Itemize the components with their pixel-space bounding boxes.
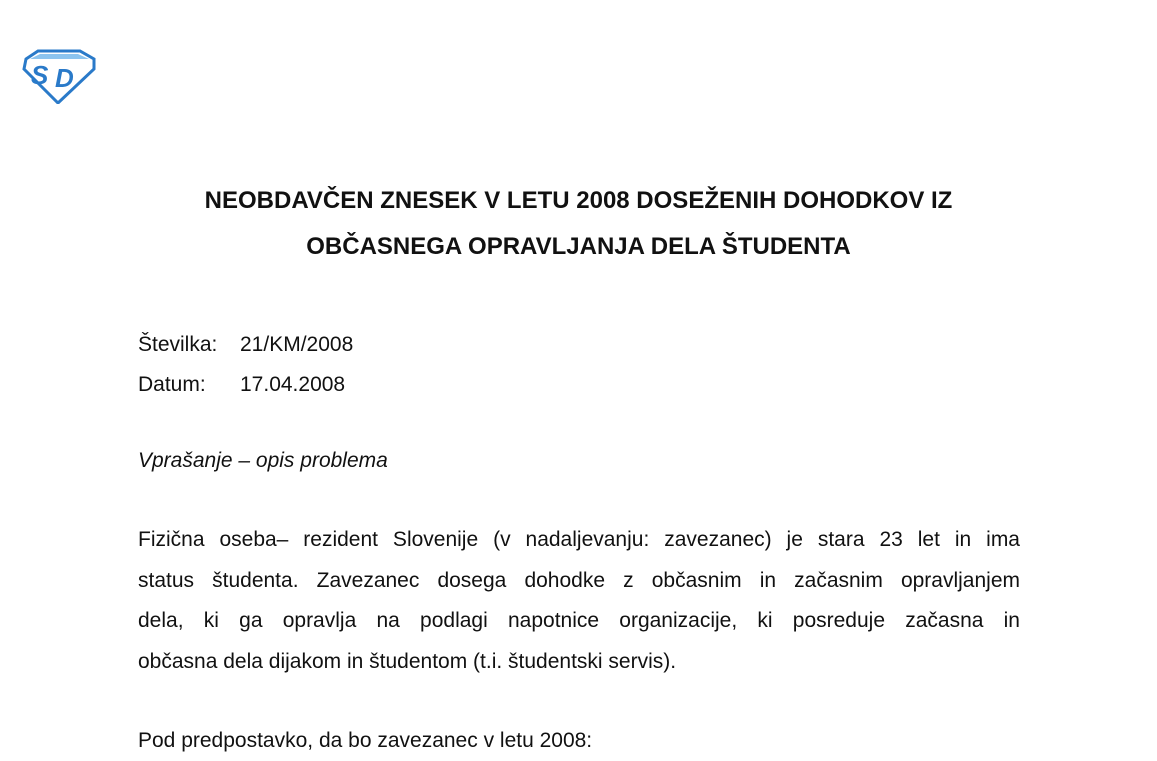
number-label: Številka: [138,333,218,356]
date-label: Datum: [138,373,206,396]
paragraph-line: dela, ki ga opravlja na podlagi napotnice organizacije, ki posreduje začasna in [138,609,1020,632]
body-paragraph [138,520,1020,682]
date-row [138,365,353,405]
number-row [138,325,353,365]
number-value: 21/KM/2008 [240,333,354,356]
paragraph-line: Fizična oseba– rezident Slovenije (v nadaljevanju: zavezanec) je stara 23 let in ima [138,528,1020,551]
document-meta [138,325,353,405]
paragraph-line: občasna dela dijakom in študentom (t.i. študentski servis). [138,649,677,673]
svg-text:S: S [31,60,49,90]
sd-logo [22,49,96,104]
paragraph-line: status študenta. Zavezanec dosega dohodke z občasnim in začasnim opravljanjem [138,568,1020,592]
title-line-1: NEOBDAVČEN ZNESEK V LETU 2008 DOSEŽENIH DOHODKOV IZ [204,187,953,214]
svg-text:D: D [55,63,74,93]
document-title [60,178,1097,270]
date-value: 17.04.2008 [240,373,346,396]
next-paragraph-start: Pod predpostavko, da bo zavezanec v letu 2008: [138,729,593,752]
question-heading: Vprašanje – opis problema [138,449,388,472]
title-line-2: OBČASNEGA OPRAVLJANJA DELA ŠTUDENTA [306,233,851,260]
